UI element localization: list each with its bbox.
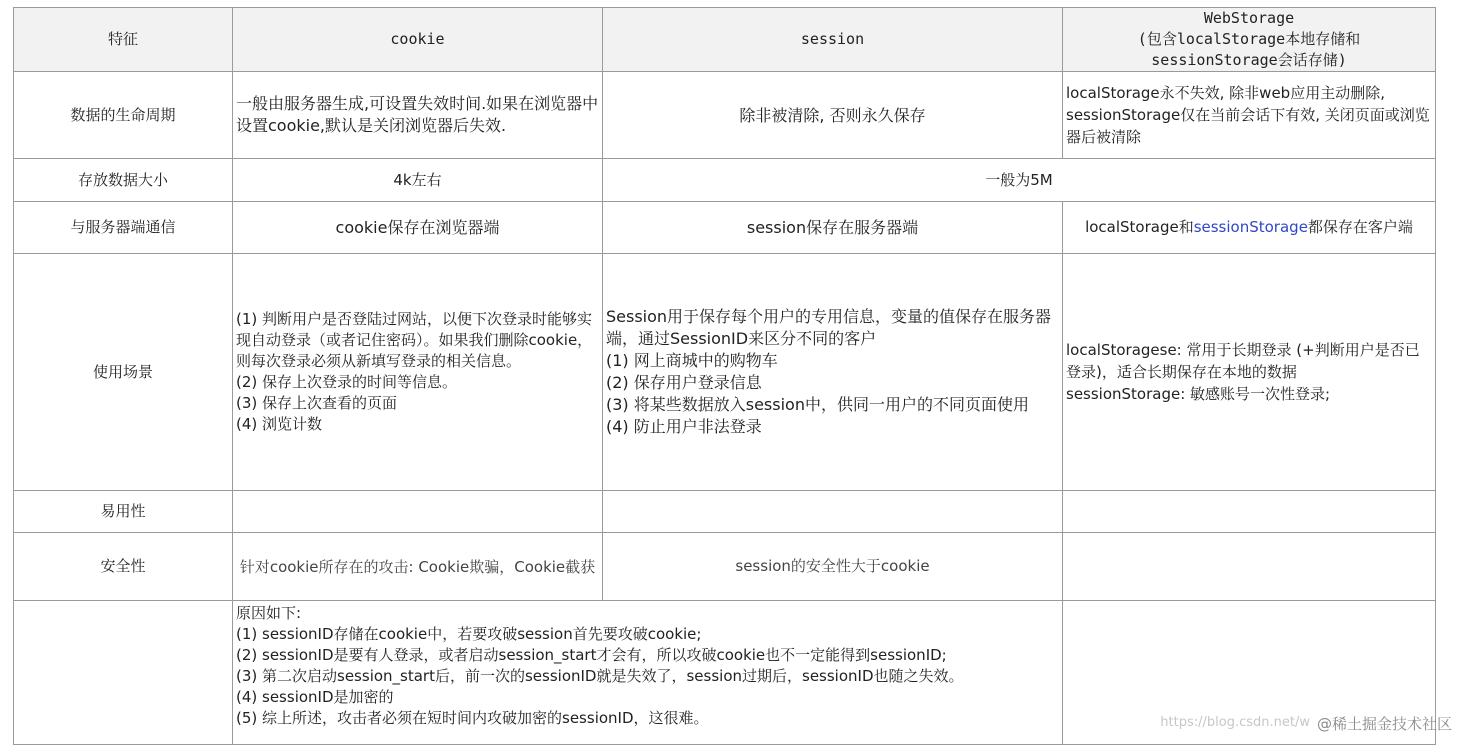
communication-webstorage-part1: localStorage和 bbox=[1085, 218, 1194, 236]
header-feature: 特征 bbox=[14, 8, 233, 72]
header-cookie: cookie bbox=[233, 8, 603, 72]
size-feature: 存放数据大小 bbox=[14, 159, 233, 202]
row-security bbox=[14, 533, 1436, 601]
lifecycle-session: 除非被清除, 否则永久保存 bbox=[603, 72, 1063, 159]
header-webstorage bbox=[1063, 8, 1436, 72]
security-webstorage bbox=[1063, 533, 1436, 601]
usability-webstorage bbox=[1063, 491, 1436, 533]
communication-webstorage-link: sessionStorage bbox=[1193, 218, 1308, 236]
watermark-url: https://blog.csdn.net/w bbox=[1160, 715, 1310, 730]
security-cookie: 针对cookie所存在的攻击: Cookie欺骗，Cookie截获 bbox=[233, 533, 603, 601]
usage-feature: 使用场景 bbox=[14, 254, 233, 491]
lifecycle-feature: 数据的生命周期 bbox=[14, 72, 233, 159]
header-row bbox=[14, 8, 1436, 72]
watermark-site: @稀土掘金技术社区 bbox=[1316, 715, 1452, 733]
usage-cookie: (1) 判断用户是否登陆过网站，以便下次登录时能够实现自动登录（或者记住密码）。如果我们删除cookie，则每次登录必须从新填写登录的相关信息。 (2) 保存上次登录的时间等信息。 (3) 保存上次查看的页面 (4) 浏览计数 bbox=[233, 254, 603, 491]
communication-webstorage bbox=[1063, 202, 1436, 254]
comparison-table bbox=[13, 7, 1436, 745]
usage-session: Session用于保存每个用户的专用信息，变量的值保存在服务器端，通过SessionID来区分不同的客户 (1) 网上商城中的购物车 (2) 保存用户登录信息 (3) 将某些数据放入session中，供同一用户的不同页面使用 (4) 防止用户非法登录 bbox=[603, 254, 1063, 491]
usability-cookie bbox=[233, 491, 603, 533]
communication-feature: 与服务器端通信 bbox=[14, 202, 233, 254]
reason-text: 原因如下: (1) sessionID存储在cookie中，若要攻破session首先要攻破cookie; (2) sessionID是要有人登录，或者启动session_start才会有，所以攻破cookie也不一定能得到sessionID; (3) 第二次启动session_start后，前一次的sessionID就是失效了，session过期后，sessionID也随之失效。 (4) sessionID是加密的 (5) 综上所述，攻击者必须在短时间内攻破加密的sessionID，这很难。 bbox=[233, 601, 1063, 745]
usability-feature: 易用性 bbox=[14, 491, 233, 533]
row-lifecycle bbox=[14, 72, 1436, 159]
row-usage bbox=[14, 254, 1436, 491]
row-usability bbox=[14, 491, 1436, 533]
communication-cookie: cookie保存在浏览器端 bbox=[233, 202, 603, 254]
communication-session: session保存在服务器端 bbox=[603, 202, 1063, 254]
security-feature: 安全性 bbox=[14, 533, 233, 601]
header-session: session bbox=[603, 8, 1063, 72]
lifecycle-webstorage: localStorage永不失效, 除非web应用主动删除, sessionStorage仅在当前会话下有效, 关闭页面或浏览器后被清除 bbox=[1063, 72, 1436, 159]
row-communication bbox=[14, 202, 1436, 254]
size-others: 一般为5M bbox=[603, 159, 1436, 202]
lifecycle-cookie: 一般由服务器生成,可设置失效时间.如果在浏览器中设置cookie,默认是关闭浏览器后失效. bbox=[233, 72, 603, 159]
communication-webstorage-part2: 都保存在客户端 bbox=[1307, 218, 1413, 236]
header-webstorage-line2: (包含localStorage本地存储和 bbox=[1137, 30, 1361, 48]
row-size bbox=[14, 159, 1436, 202]
usability-session bbox=[603, 491, 1063, 533]
size-cookie: 4k左右 bbox=[233, 159, 603, 202]
header-webstorage-line1: WebStorage bbox=[1203, 9, 1295, 27]
security-session: session的安全性大于cookie bbox=[603, 533, 1063, 601]
header-webstorage-line3: sessionStorage会话存储) bbox=[1151, 51, 1347, 69]
reason-feature bbox=[14, 601, 233, 745]
usage-webstorage: localStoragese: 常用于长期登录 (+判断用户是否已登录)，适合长期保存在本地的数据 sessionStorage: 敏感账号一次性登录; bbox=[1063, 254, 1436, 491]
